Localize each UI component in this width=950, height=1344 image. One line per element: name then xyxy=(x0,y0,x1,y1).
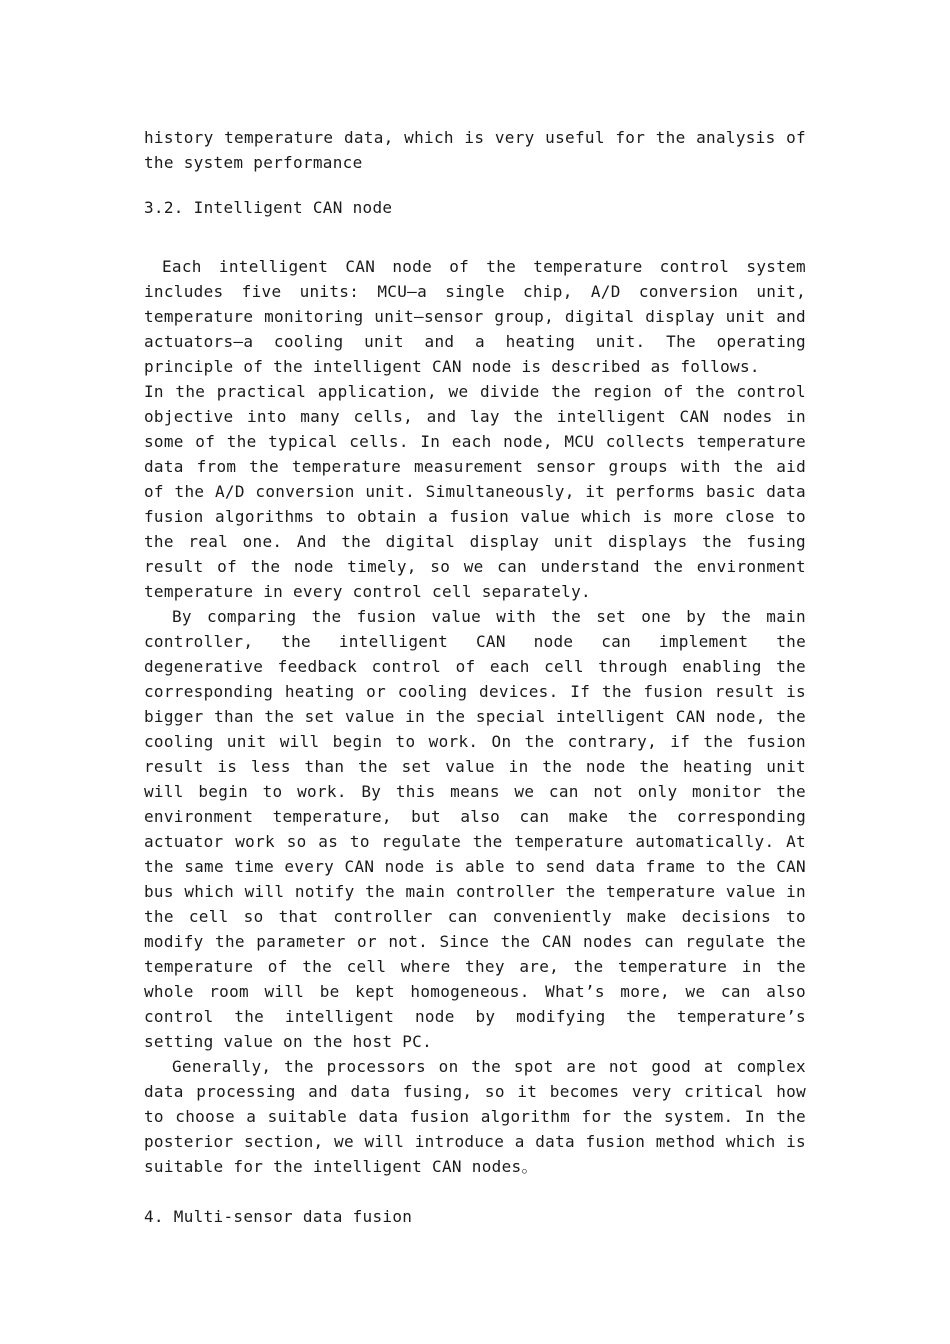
paragraph-feedback-control: By comparing the fusion value with the set one by the main controller, the intelligent CAN node can implement the degenerative feedback control of each cell through enabling the corresponding heating or cooling devices. If the fusion result is bigger than the set value in the special intelligent CAN node, the cooling unit will begin to work. On the contrary, if the fusion result is less than the set value in the node the heating unit will begin to work. By this means we can not only monitor the environment temperature, but also can make the corresponding actuator work so as to regulate the temperature automatically. At the same time every CAN node is able to send data frame to the CAN bus which will notify the main controller the temperature value in the cell so that controller can conveniently make decisions to modify the parameter or not. Since the CAN nodes can regulate the temperature of the cell where they are, the temperature in the whole room will be kept homogeneous. What’s more, we can also control the intelligent node by modifying the temperature’s setting value on the host PC. xyxy=(144,607,806,1051)
paragraph-node-units: Each intelligent CAN node of the temperature control system includes five units: MCU—a single chip, A/D conversion unit, temperature monitoring unit—sensor group, digital display unit and actuators—a cooling unit and a heating unit. The operating principle of the intelligent CAN node is described as follows. xyxy=(144,257,806,376)
section-heading-3-2: 3.2. Intelligent CAN node xyxy=(144,198,393,217)
section-heading-4: 4. Multi-sensor data fusion xyxy=(144,1207,413,1226)
spacer xyxy=(144,175,806,195)
spacer xyxy=(144,1179,806,1204)
spacer xyxy=(144,220,806,254)
paragraph-data-fusion-intro: Generally, the processors on the spot are not good at complex data processing and data fusing, so it becomes very critical how to choose a suitable data fusion algorithm for the system. In the posterior section, we will introduce a data fusion method which is suitable for the intelligent CAN nodes。 xyxy=(144,1057,806,1176)
document-page xyxy=(144,125,806,1229)
paragraph-practical-application: In the practical application, we divide the region of the control objective into many cells, and lay the intelligent CAN nodes in some of the typical cells. In each node, MCU collects temperature data from the temperature measurement sensor groups with the aid of the A/D conversion unit. Simultaneously, it performs basic data fusion algorithms to obtain a fusion value which is more close to the real one. And the digital display unit displays the fusing result of the node timely, so we can understand the environment temperature in every control cell separately. xyxy=(144,382,806,601)
paragraph-continuation: history temperature data, which is very useful for the analysis of the system performance xyxy=(144,128,806,172)
